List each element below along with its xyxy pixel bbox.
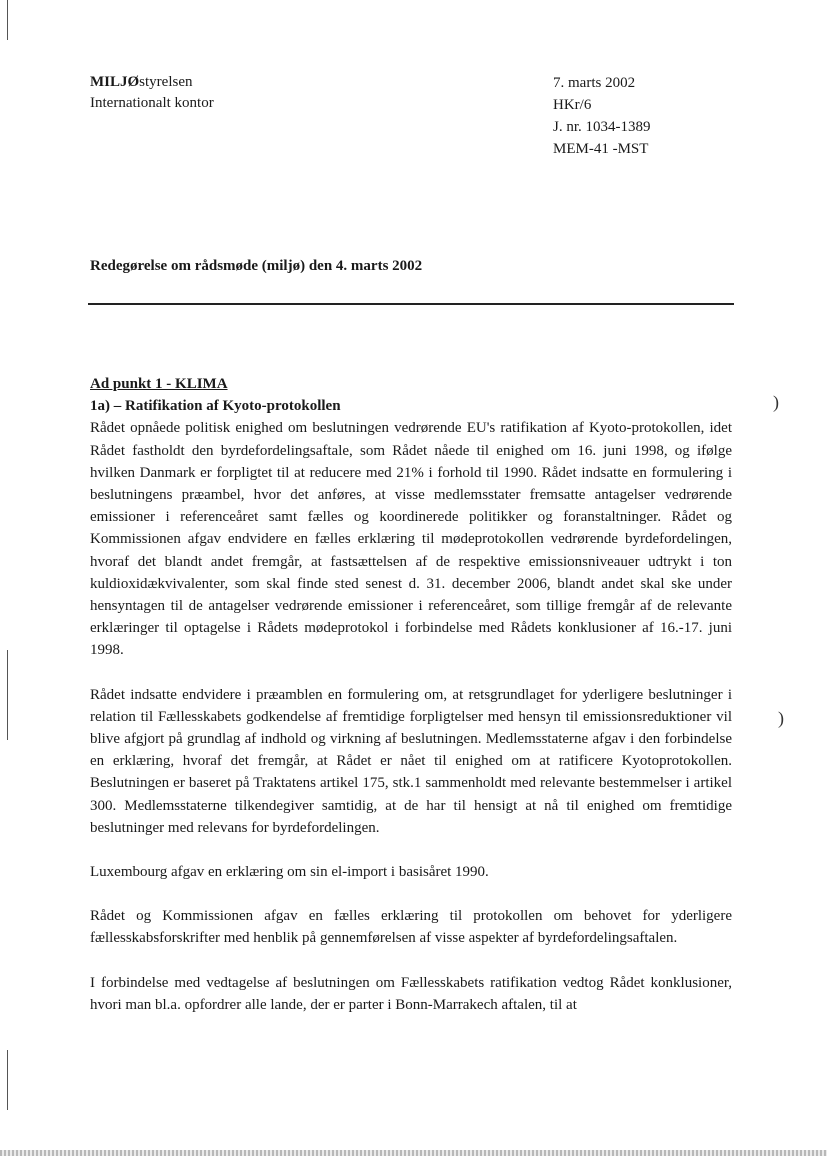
scan-bottom-artifact bbox=[0, 1150, 827, 1156]
punch-hole-mark: ) bbox=[773, 392, 779, 412]
subsection-heading: 1a) – Ratifikation af Kyoto-protokollen bbox=[90, 398, 341, 415]
section-heading: Ad punkt 1 - KLIMA bbox=[90, 376, 228, 392]
title-divider bbox=[88, 303, 734, 305]
paragraph: Rådet indsatte endvidere i præamblen en formulering om, at retsgrundlaget for yderligere beslutninger i relation til Fællesskabets godkendelse af fremtidige forpligtelser med hensyn til emissionsreduktioner vil blive afgjort på grundlag af indhold og virkning af beslutningen. Medlemsstaterne afgav i den forbindelse en erklæring, hvoraf det fremgår, at Rådet er nået til enighed om at ratificere Kyotoprotokollen. Beslutningen er baseret på Traktatens artikel 175, stk.1 sammenholdt med relevante bestemmelser i artikel 300. Medlemsstaterne tilkendegiver samtidig, at de har til hensigt at nå til enighed om fremtidige beslutninger med relevans for byrdefordelingen. bbox=[90, 686, 732, 836]
sender-block bbox=[90, 72, 214, 114]
document-title: Redegørelse om rådsmøde (miljø) den 4. marts 2002 bbox=[90, 258, 423, 274]
document-body bbox=[90, 373, 732, 1016]
scan-edge-line bbox=[7, 1050, 8, 1110]
scan-edge-line bbox=[7, 650, 8, 740]
initials-ref: HKr/6 bbox=[553, 97, 592, 113]
reference-block bbox=[553, 72, 651, 160]
scan-edge-line bbox=[7, 0, 8, 40]
paragraph: Luxembourg afgav en erklæring om sin el-import i basisåret 1990. bbox=[90, 864, 489, 881]
punch-hole-mark: ) bbox=[778, 708, 784, 728]
mem-number: MEM-41 -MST bbox=[553, 141, 649, 157]
document-date: 7. marts 2002 bbox=[553, 75, 636, 91]
paragraph: I forbindelse med vedtagelse af beslutningen om Fællesskabets ratifikation vedtog Rådet konklusioner, hvori man bl.a. opfordrer alle lande, der er parter i Bonn-Marrakech aftalen, til at bbox=[90, 974, 732, 1013]
office-name: Internationalt kontor bbox=[90, 95, 214, 111]
paragraph: Rådet og Kommissionen afgav en fælles erklæring til protokollen om behovet for yderligere fællesskabsforskrifter med henblik på gennemførelsen af visse aspekter af byrdefordelingsaftalen. bbox=[90, 908, 732, 947]
journal-number: J. nr. 1034-1389 bbox=[553, 119, 651, 135]
organization-name: MILJØstyrelsen bbox=[90, 74, 193, 90]
paragraph: Rådet opnåede politisk enighed om beslutningen vedrørende EU's ratifikation af Kyoto-protokollen, idet Rådet fastholdt den byrdefordelingsaftale, som Rådet nåede til enighed om 16. juni 1998, og ifølge hvilken Danmark er forpligtet til at reducere med 21% i forhold til 1990. Rådet indsatte en formulering i beslutningens præambel, hvor det anføres, at visse medlemsstater fremsatte antagelser vedrørende emissioner i referenceåret samt fælles og koordinerede politikker og foranstaltninger. Rådet og Kommissionen afgav endvidere en fælles erklæring til mødeprotokollen vedrørende byrdefordelingen, hvoraf det blandt andet fremgår, at fastsættelsen af de respektive emissionsniveauer udtrykt i ton kuldioxidækvivalenter, som skal finde sted senest d. 31. december 2006, blandt andet skal ske under hensyntagen til de antagelser vedrørende emissioner i referenceåret, som tillige fremgår af de relevante erklæringer til optagelse i Rådets mødeprotokol i forbindelse med Rådets konklusioner af 16.-17. juni 1998. bbox=[90, 420, 732, 659]
